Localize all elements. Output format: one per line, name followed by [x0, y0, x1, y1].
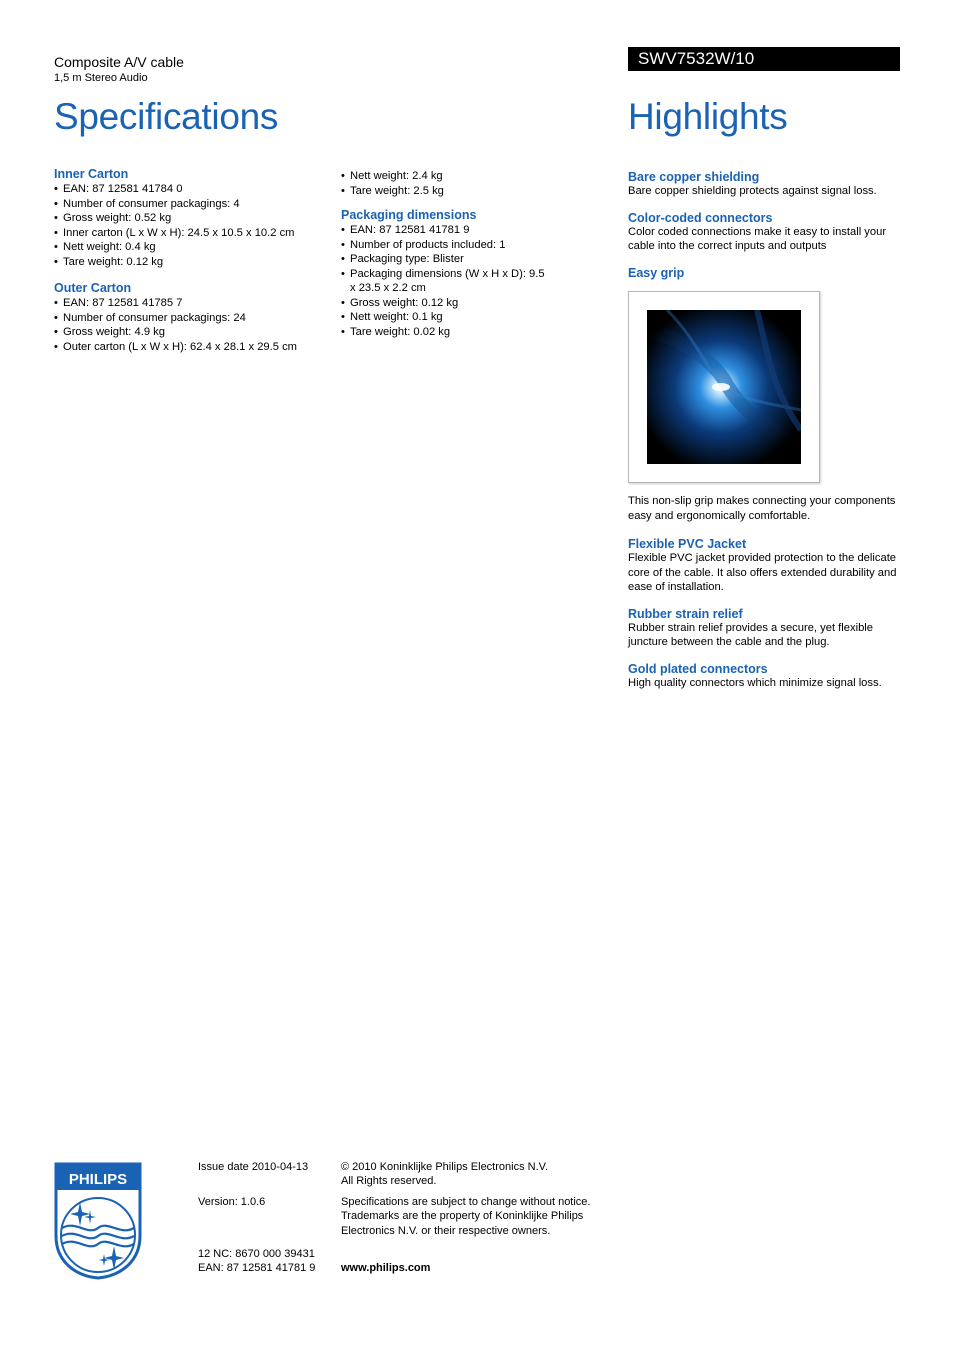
easy-grip-image-frame	[628, 291, 820, 483]
version: Version: 1.0.6	[198, 1196, 266, 1208]
highlight-heading: Gold plated connectors	[628, 661, 768, 676]
disclaimer-line-2: Trademarks are the property of Koninklijke Philips	[341, 1210, 584, 1222]
list-item: • Gross weight: 0.52 kg	[54, 211, 329, 226]
packaging-dimensions-heading: Packaging dimensions	[341, 208, 477, 222]
product-name: Composite A/V cable	[54, 54, 184, 70]
list-item: • Tare weight: 0.02 kg	[341, 325, 551, 340]
spec-column-left	[54, 167, 329, 366]
spec-column-middle	[341, 169, 551, 351]
highlights-column-bottom	[628, 494, 904, 702]
list-item: • Tare weight: 0.12 kg	[54, 255, 329, 270]
list-item: • EAN: 87 12581 41781 9	[341, 223, 551, 238]
highlights-column-top	[628, 170, 904, 280]
list-item: • Outer carton (L x W x H): 62.4 x 28.1 x 29.5 cm	[54, 340, 329, 355]
outer-carton-list-continued	[341, 169, 551, 198]
highlight-text: Bare copper shielding protects against signal loss.	[628, 185, 877, 197]
list-item: • Packaging type: Blister	[341, 252, 551, 267]
highlight-text: Rubber strain relief provides a secure, yet flexible juncture between the cable and the plug.	[628, 621, 873, 648]
highlight-text: High quality connectors which minimize signal loss.	[628, 676, 882, 689]
outer-carton-heading: Outer Carton	[54, 281, 132, 295]
list-item: • Number of products included: 1	[341, 238, 551, 253]
philips-wordmark: PHILIPS	[68, 1171, 128, 1188]
footer-ean: EAN: 87 12581 41781 9	[198, 1262, 316, 1274]
highlight-text: Color coded connections make it easy to install your cable into the correct inputs and outputs	[628, 225, 887, 252]
copyright: © 2010 Koninklijke Philips Electronics N.V.	[341, 1161, 549, 1173]
list-item: • Tare weight: 2.5 kg	[341, 184, 551, 199]
list-item: • EAN: 87 12581 41785 7	[54, 296, 329, 311]
list-item: • Gross weight: 0.12 kg	[341, 296, 551, 311]
list-item: • Packaging dimensions (W x H x D): 9.5 x 23.5 x 2.2 cm	[341, 267, 551, 296]
inner-carton-list	[54, 182, 329, 269]
specifications-title: Specifications	[54, 96, 279, 137]
disclaimer-line-1: Specifications are subject to change without notice.	[341, 1196, 591, 1208]
list-item: • Nett weight: 0.4 kg	[54, 240, 329, 255]
highlight-heading: Color-coded connectors	[628, 210, 773, 225]
model-number-bar	[628, 47, 900, 71]
issue-date: Issue date 2010-04-13	[198, 1161, 309, 1173]
list-item: • Number of consumer packagings: 4	[54, 197, 329, 212]
highlight-heading: Flexible PVC Jacket	[628, 537, 747, 551]
website-link[interactable]: www.philips.com	[341, 1262, 431, 1274]
rights-reserved: All Rights reserved.	[341, 1175, 437, 1187]
philips-shield-icon	[54, 1162, 142, 1280]
list-item: • Number of consumer packagings: 24	[54, 311, 329, 326]
highlight-heading: Bare copper shielding	[628, 170, 760, 184]
list-item: • Nett weight: 0.1 kg	[341, 310, 551, 325]
inner-carton-heading: Inner Carton	[54, 167, 129, 181]
blue-light-illustration	[647, 310, 801, 464]
outer-carton-list	[54, 296, 329, 354]
list-item: • EAN: 87 12581 41784 0	[54, 182, 329, 197]
list-item: • Nett weight: 2.4 kg	[341, 169, 551, 184]
list-item: • Inner carton (L x W x H): 24.5 x 10.5 x 10.2 cm	[54, 226, 329, 241]
philips-logo	[54, 1162, 142, 1280]
model-number: SWV7532W/10	[638, 49, 755, 68]
highlight-text: Flexible PVC jacket provided protection to the delicate core of the cable. It also offers extended durability and ease of installation.	[628, 552, 897, 593]
highlight-heading: Easy grip	[628, 265, 685, 280]
list-item: • Gross weight: 4.9 kg	[54, 325, 329, 340]
disclaimer-line-3: Electronics N.V. or their respective owners.	[341, 1225, 551, 1237]
product-subtitle: 1,5 m Stereo Audio	[54, 72, 148, 84]
easy-grip-image	[647, 310, 801, 464]
packaging-dimensions-list	[341, 223, 551, 339]
highlight-heading: Rubber strain relief	[628, 606, 743, 621]
highlights-title: Highlights	[628, 96, 788, 137]
highlight-text: This non-slip grip makes connecting your components easy and ergonomically comfortable.	[628, 495, 896, 522]
twelve-nc: 12 NC: 8670 000 39431	[198, 1248, 315, 1260]
